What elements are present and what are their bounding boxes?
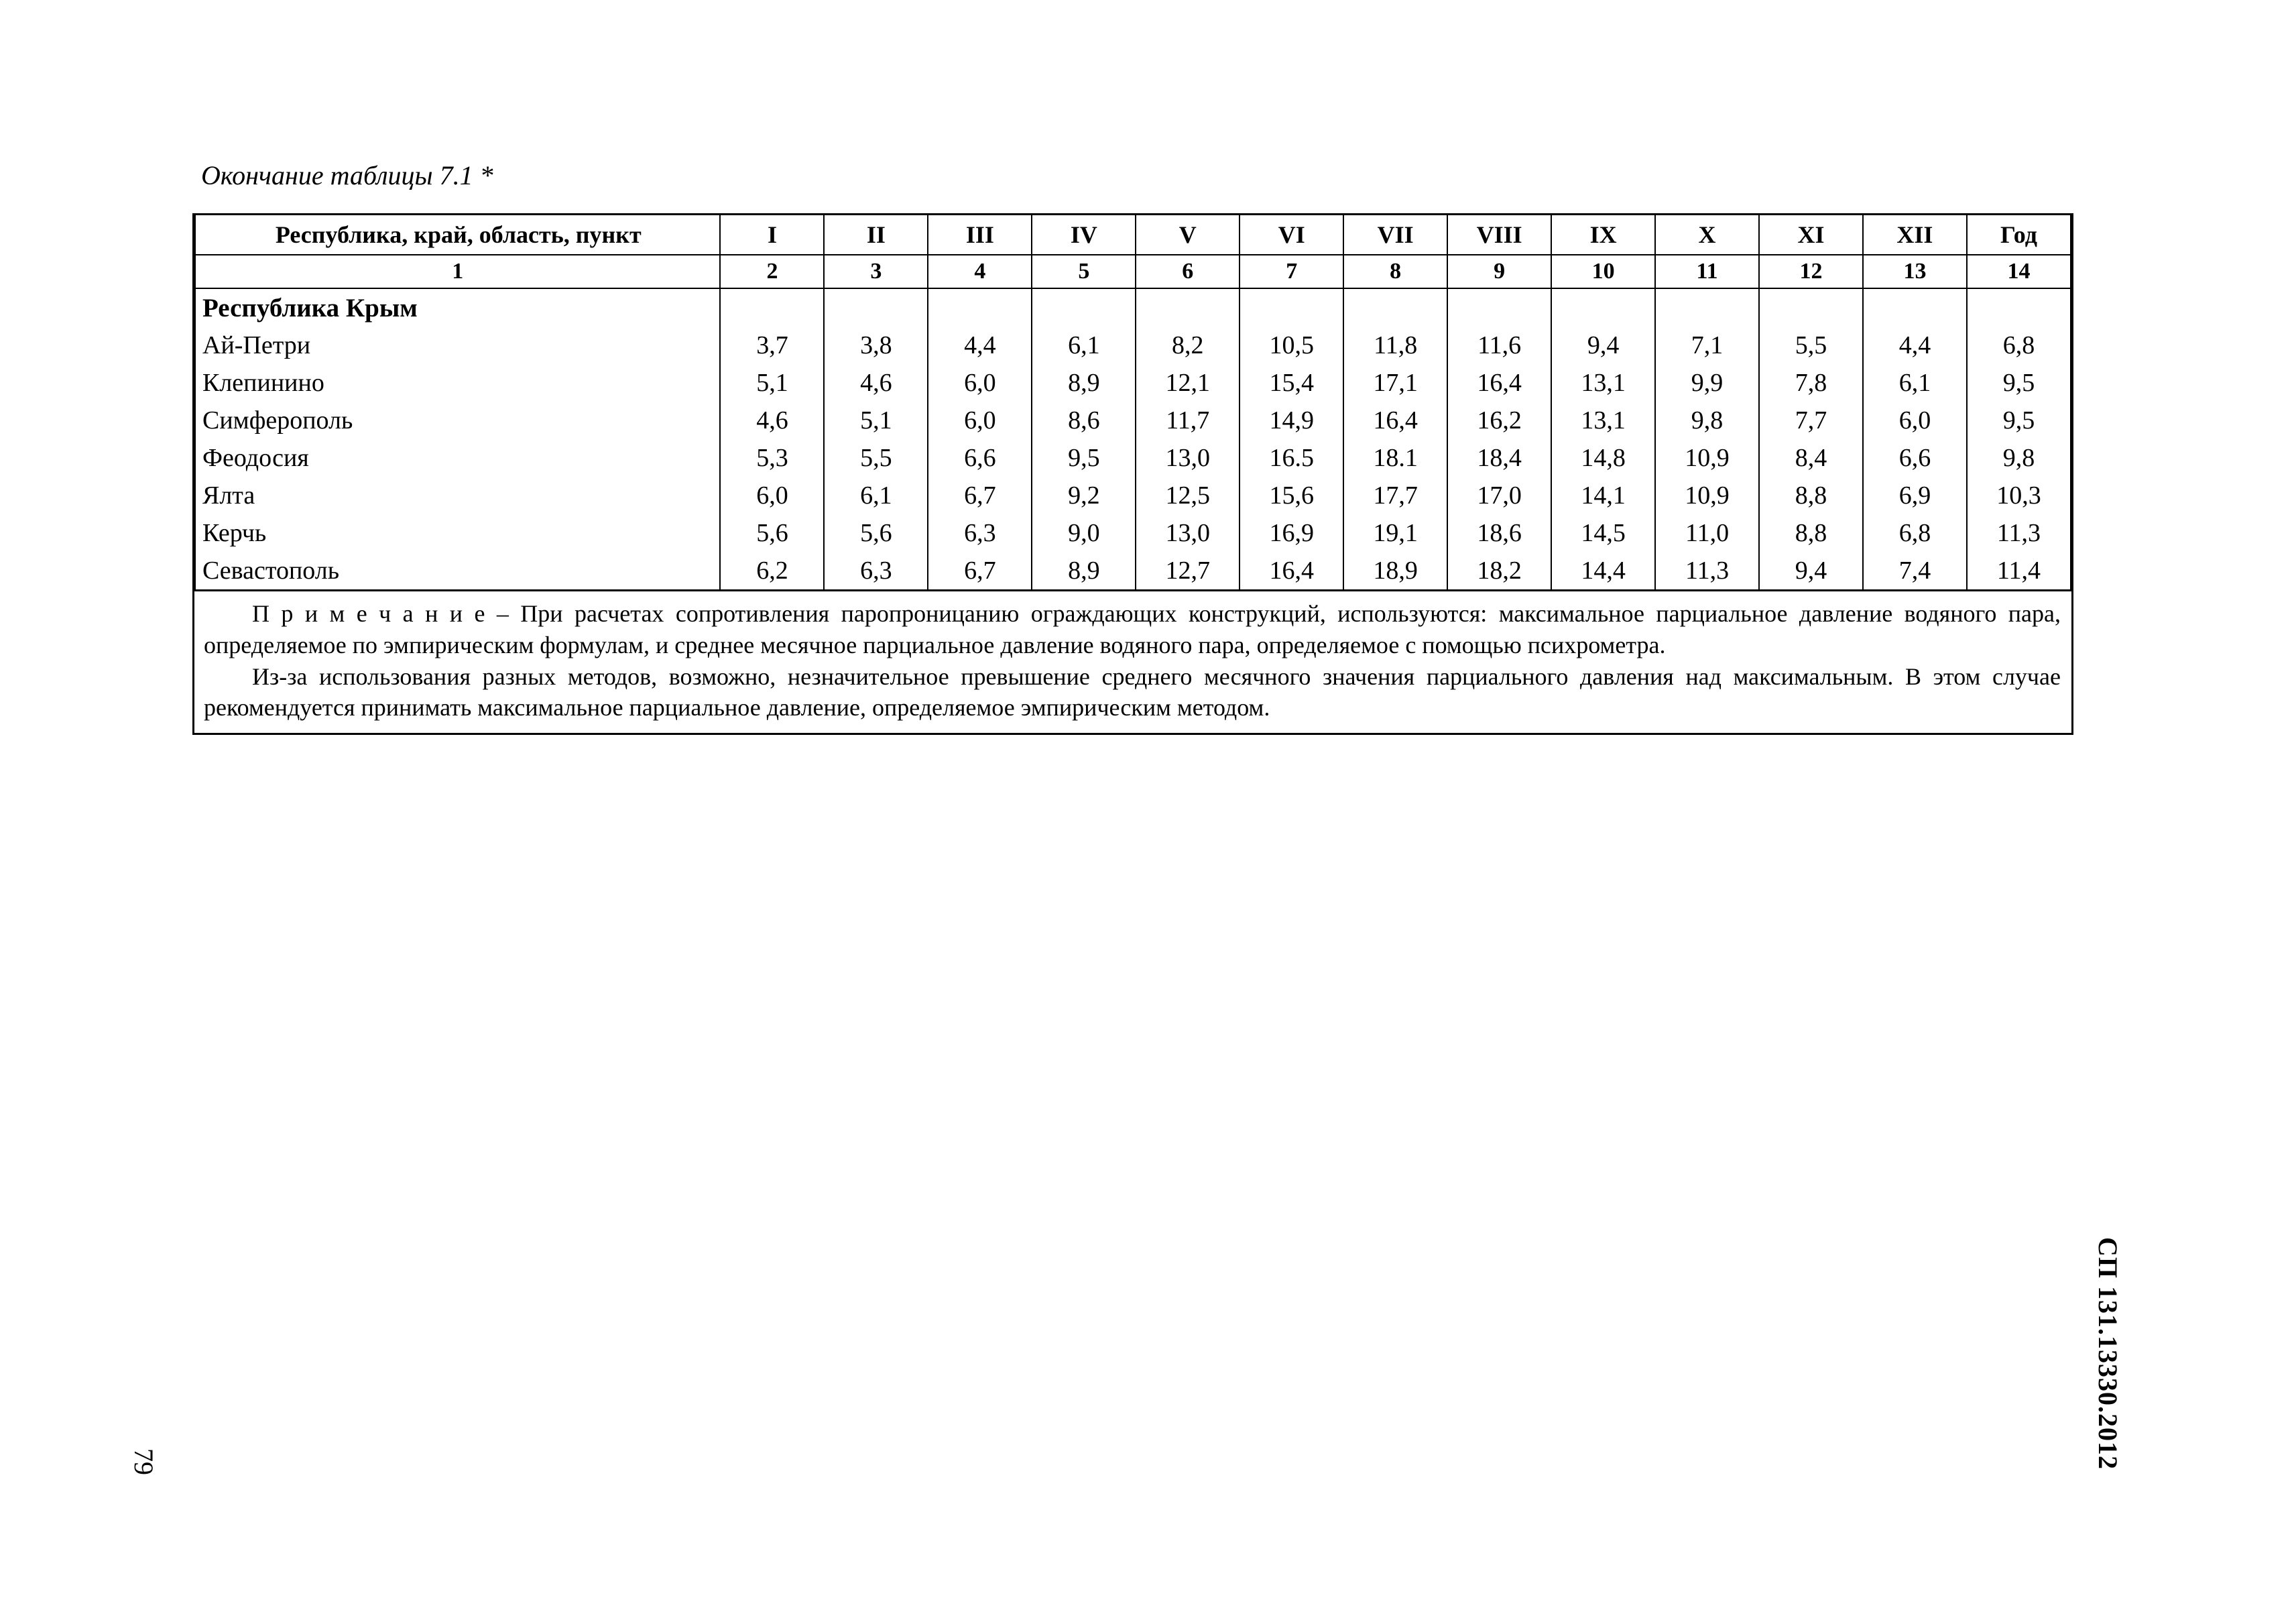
column-number-row	[195, 255, 2071, 288]
header-cell: VIII	[1447, 215, 1551, 255]
value-cell: 5,1	[824, 402, 928, 439]
header-cell: I	[720, 215, 824, 255]
value-cell: 11,3	[1967, 514, 2071, 552]
value-cell: 18.1	[1343, 439, 1447, 477]
row-name-cell: Керчь	[195, 514, 720, 552]
column-number-cell: 4	[928, 255, 1032, 288]
row-name-cell: Клепинино	[195, 364, 720, 402]
header-cell: IV	[1032, 215, 1136, 255]
value-cell: 7,8	[1759, 364, 1863, 402]
empty-cell	[1447, 288, 1551, 327]
header-cell: XI	[1759, 215, 1863, 255]
value-cell: 8,8	[1759, 514, 1863, 552]
value-cell: 5,5	[824, 439, 928, 477]
note-paragraph-1: П р и м е ч а н и е – При расчетах сопротивления паропроницанию ограждающих конструкций, используются: максимальное парциальное давление водяного пара, определяемое по эмпирическим формулам, и среднее месячное парциальное давление водяного пара, определяемое с помощью психрометра.	[204, 600, 2061, 658]
column-number-cell: 12	[1759, 255, 1863, 288]
section-title-cell: Республика Крым	[195, 288, 720, 327]
value-cell: 5,6	[720, 514, 824, 552]
value-cell: 12,1	[1136, 364, 1240, 402]
empty-cell	[1863, 288, 1967, 327]
value-cell: 11,7	[1136, 402, 1240, 439]
header-cell: V	[1136, 215, 1240, 255]
empty-cell	[1759, 288, 1863, 327]
value-cell: 6,6	[1863, 439, 1967, 477]
value-cell: 9,5	[1967, 402, 2071, 439]
value-cell: 5,3	[720, 439, 824, 477]
value-cell: 15,6	[1240, 477, 1343, 514]
value-cell: 18,4	[1447, 439, 1551, 477]
value-cell: 19,1	[1343, 514, 1447, 552]
column-number-cell: 7	[1240, 255, 1343, 288]
value-cell: 9,4	[1551, 327, 1655, 364]
column-number-cell: 3	[824, 255, 928, 288]
value-cell: 6,1	[1863, 364, 1967, 402]
value-cell: 13,0	[1136, 439, 1240, 477]
column-number-cell: 11	[1655, 255, 1759, 288]
value-cell: 18,2	[1447, 552, 1551, 589]
header-cell: VI	[1240, 215, 1343, 255]
header-cell: II	[824, 215, 928, 255]
value-cell: 3,8	[824, 327, 928, 364]
value-cell: 6,7	[928, 552, 1032, 589]
column-number-cell: 9	[1447, 255, 1551, 288]
value-cell: 12,7	[1136, 552, 1240, 589]
value-cell: 5,1	[720, 364, 824, 402]
value-cell: 16.5	[1240, 439, 1343, 477]
value-cell: 6,0	[928, 402, 1032, 439]
value-cell: 6,9	[1863, 477, 1967, 514]
value-cell: 16,4	[1343, 402, 1447, 439]
value-cell: 11,0	[1655, 514, 1759, 552]
value-cell: 4,6	[720, 402, 824, 439]
table-row	[195, 477, 2071, 514]
value-cell: 18,6	[1447, 514, 1551, 552]
value-cell: 8,8	[1759, 477, 1863, 514]
value-cell: 11,3	[1655, 552, 1759, 589]
value-cell: 6,7	[928, 477, 1032, 514]
column-number-cell: 1	[195, 255, 720, 288]
empty-cell	[1551, 288, 1655, 327]
value-cell: 3,7	[720, 327, 824, 364]
value-cell: 4,4	[1863, 327, 1967, 364]
header-cell: XII	[1863, 215, 1967, 255]
row-name-cell: Ай-Петри	[195, 327, 720, 364]
value-cell: 14,8	[1551, 439, 1655, 477]
value-cell: 8,4	[1759, 439, 1863, 477]
value-cell: 6,2	[720, 552, 824, 589]
page-number: 79	[129, 1448, 159, 1475]
note-paragraph-2: Из-за использования разных методов, возможно, незначительное превышение среднего месячного значения парциального давления над максимальным. В этом случае рекомендуется принимать максимальное парциальное давление, определяемое эмпирическим методом.	[204, 662, 2061, 721]
header-cell: Республика, край, область, пункт	[195, 215, 720, 255]
column-number-cell: 8	[1343, 255, 1447, 288]
value-cell: 14,4	[1551, 552, 1655, 589]
table-note	[194, 589, 2071, 733]
value-cell: 6,0	[720, 477, 824, 514]
value-cell: 9,8	[1967, 439, 2071, 477]
value-cell: 17,7	[1343, 477, 1447, 514]
value-cell: 8,9	[1032, 552, 1136, 589]
value-cell: 10,9	[1655, 477, 1759, 514]
empty-cell	[1136, 288, 1240, 327]
row-name-cell: Севастополь	[195, 552, 720, 589]
value-cell: 8,6	[1032, 402, 1136, 439]
column-number-cell: 5	[1032, 255, 1136, 288]
value-cell: 6,6	[928, 439, 1032, 477]
column-number-cell: 6	[1136, 255, 1240, 288]
value-cell: 7,1	[1655, 327, 1759, 364]
section-row	[195, 288, 2071, 327]
empty-cell	[1967, 288, 2071, 327]
value-cell: 15,4	[1240, 364, 1343, 402]
value-cell: 6,0	[1863, 402, 1967, 439]
column-number-cell: 2	[720, 255, 824, 288]
value-cell: 6,0	[928, 364, 1032, 402]
empty-cell	[1343, 288, 1447, 327]
value-cell: 7,4	[1863, 552, 1967, 589]
table-row	[195, 364, 2071, 402]
value-cell: 9,2	[1032, 477, 1136, 514]
header-cell: Год	[1967, 215, 2071, 255]
column-number-cell: 10	[1551, 255, 1655, 288]
value-cell: 14,1	[1551, 477, 1655, 514]
document-code: СП 131.13330.2012	[2093, 1237, 2123, 1470]
row-name-cell: Симферополь	[195, 402, 720, 439]
table-caption: Окончание таблицы 7.1 *	[201, 160, 493, 190]
empty-cell	[1240, 288, 1343, 327]
value-cell: 9,0	[1032, 514, 1136, 552]
value-cell: 14,5	[1551, 514, 1655, 552]
header-cell: III	[928, 215, 1032, 255]
value-cell: 13,1	[1551, 402, 1655, 439]
value-cell: 16,4	[1447, 364, 1551, 402]
empty-cell	[1655, 288, 1759, 327]
value-cell: 16,4	[1240, 552, 1343, 589]
header-cell: X	[1655, 215, 1759, 255]
row-name-cell: Ялта	[195, 477, 720, 514]
value-cell: 13,0	[1136, 514, 1240, 552]
value-cell: 12,5	[1136, 477, 1240, 514]
value-cell: 8,2	[1136, 327, 1240, 364]
value-cell: 10,9	[1655, 439, 1759, 477]
table-header-row	[195, 215, 2071, 255]
value-cell: 9,5	[1032, 439, 1136, 477]
empty-cell	[720, 288, 824, 327]
value-cell: 9,5	[1967, 364, 2071, 402]
value-cell: 16,9	[1240, 514, 1343, 552]
table-row	[195, 514, 2071, 552]
value-cell: 5,5	[1759, 327, 1863, 364]
table-row	[195, 439, 2071, 477]
value-cell: 9,8	[1655, 402, 1759, 439]
table-frame	[192, 213, 2073, 735]
column-number-cell: 14	[1967, 255, 2071, 288]
empty-cell	[824, 288, 928, 327]
value-cell: 17,1	[1343, 364, 1447, 402]
value-cell: 13,1	[1551, 364, 1655, 402]
value-cell: 10,5	[1240, 327, 1343, 364]
value-cell: 5,6	[824, 514, 928, 552]
value-cell: 16,2	[1447, 402, 1551, 439]
header-cell: VII	[1343, 215, 1447, 255]
value-cell: 11,8	[1343, 327, 1447, 364]
value-cell: 14,9	[1240, 402, 1343, 439]
value-cell: 6,8	[1967, 327, 2071, 364]
value-cell: 6,8	[1863, 514, 1967, 552]
value-cell: 17,0	[1447, 477, 1551, 514]
header-cell: IX	[1551, 215, 1655, 255]
value-cell: 8,9	[1032, 364, 1136, 402]
empty-cell	[928, 288, 1032, 327]
column-number-cell: 13	[1863, 255, 1967, 288]
value-cell: 4,6	[824, 364, 928, 402]
value-cell: 10,3	[1967, 477, 2071, 514]
value-cell: 11,6	[1447, 327, 1551, 364]
value-cell: 6,1	[824, 477, 928, 514]
value-cell: 4,4	[928, 327, 1032, 364]
row-name-cell: Феодосия	[195, 439, 720, 477]
table-row	[195, 552, 2071, 589]
climate-table	[194, 215, 2071, 589]
value-cell: 11,4	[1967, 552, 2071, 589]
value-cell: 7,7	[1759, 402, 1863, 439]
value-cell: 6,3	[824, 552, 928, 589]
value-cell: 9,4	[1759, 552, 1863, 589]
empty-cell	[1032, 288, 1136, 327]
table-row	[195, 402, 2071, 439]
value-cell: 18,9	[1343, 552, 1447, 589]
value-cell: 6,3	[928, 514, 1032, 552]
value-cell: 9,9	[1655, 364, 1759, 402]
value-cell: 6,1	[1032, 327, 1136, 364]
table-row	[195, 327, 2071, 364]
